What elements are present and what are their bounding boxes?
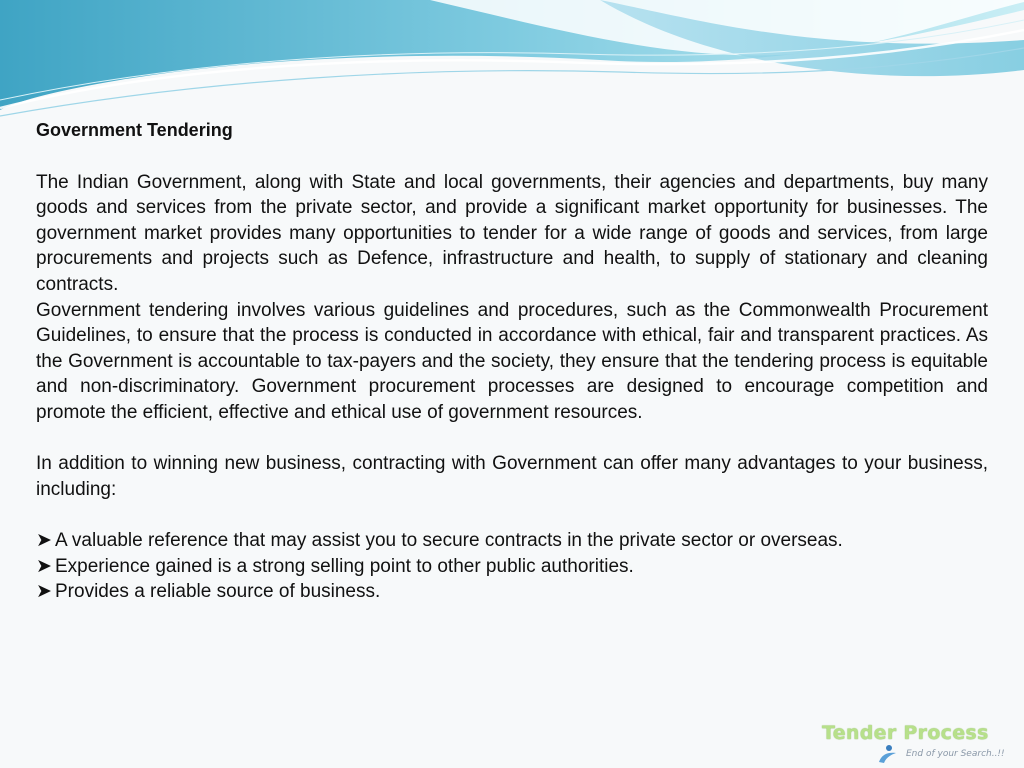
guidelines-paragraph: Government tendering involves various guidelines and procedures, such as the Commonwealth Procurement Guidelines, to ensure that the process is conducted in accordance with ethical, fair and transparent practices. As the Government is accountable to tax-payers and the society, they ensure that the tendering process is equitable and non-discriminatory. Government procurement processes are designed to encourage competition and promote the efficient, effective and ethical use of government resources. bbox=[36, 299, 988, 423]
logo-tagline: End of your Search..!! bbox=[906, 749, 1005, 759]
header-wave-decoration bbox=[0, 0, 1024, 120]
list-item: ➤ Provides a reliable source of business. bbox=[36, 579, 988, 605]
arrow-bullet-icon: ➤ bbox=[36, 581, 52, 603]
advantages-list bbox=[36, 528, 988, 605]
arrow-bullet-icon: ➤ bbox=[36, 555, 52, 577]
advantages-paragraph: In addition to winning new business, contracting with Government can offer many advantages to your business, including: bbox=[36, 453, 988, 500]
tender-process-logo bbox=[822, 722, 1018, 766]
list-item: ➤ A valuable reference that may assist you to secure contracts in the private sector or overseas. bbox=[36, 528, 988, 554]
slide-title: Government Tendering bbox=[36, 120, 233, 140]
list-item: ➤ Experience gained is a strong selling point to other public authorities. bbox=[36, 554, 988, 580]
arrow-bullet-icon: ➤ bbox=[36, 529, 52, 551]
intro-paragraph: The Indian Government, along with State and local governments, their agencies and departments, buy many goods and services from the private sector, and provide a significant market opportunity for businesses. The government market provides many opportunities to tender for a wide range of goods and services, from large procurements and projects such as Defence, infrastructure and health, to supply of stationary and cleaning contracts. bbox=[36, 171, 988, 295]
slide-content bbox=[36, 118, 988, 605]
person-mark-icon bbox=[876, 744, 898, 764]
logo-name: Tender Process bbox=[822, 722, 989, 744]
